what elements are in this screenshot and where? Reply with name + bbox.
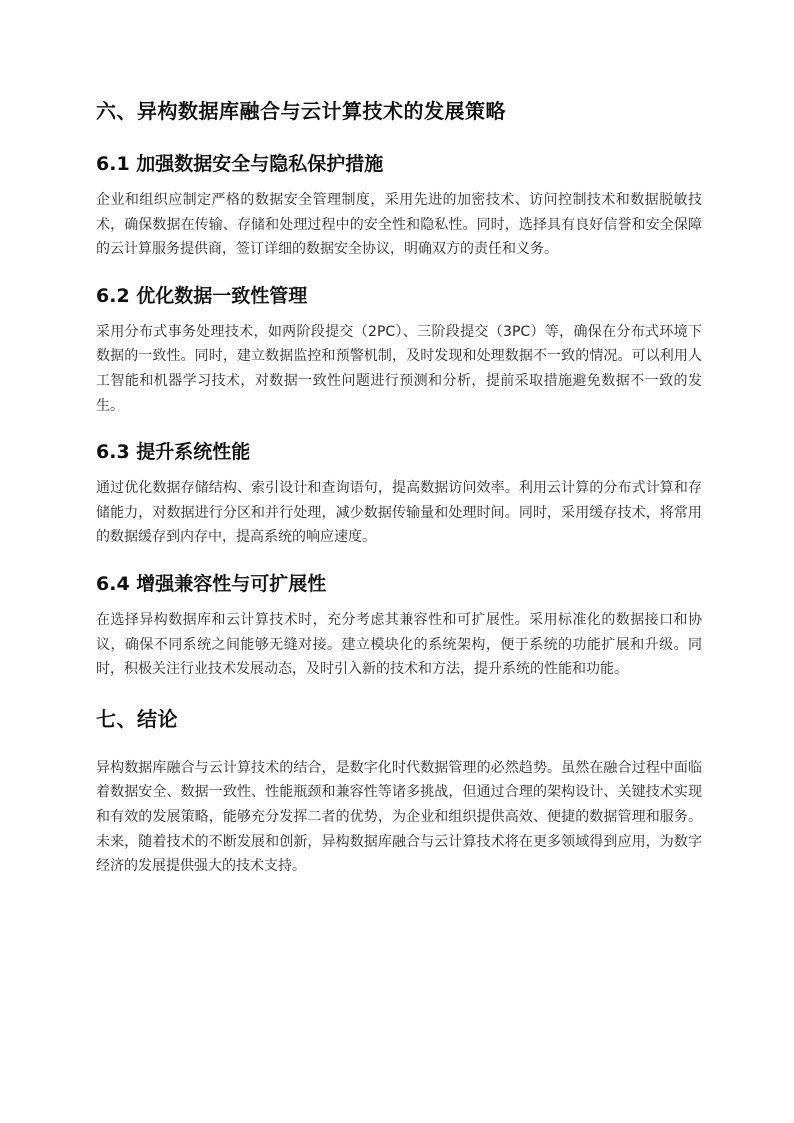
subsection-6-1 <box>96 148 702 262</box>
subsection-6-4 <box>96 568 702 682</box>
document-page <box>96 92 702 897</box>
subsection-6-2 <box>96 280 702 418</box>
subsection-heading: 6.1 加强数据安全与隐私保护措施 <box>96 153 384 175</box>
section-6-title: 六、异构数据库融合与云计算技术的发展策略 <box>96 99 506 123</box>
subsection-paragraph: 通过优化数据存储结构、索引设计和查询语句，提高数据访问效率。利用云计算的分布式计算和存储能力，对数据进行分区和并行处理，减少数据传输量和处理时间。同时，采用缓存技术，将常用的数据缓存到内存中，提高系统的响应速度。 <box>96 480 702 546</box>
subsection-heading: 6.4 增强兼容性与可扩展性 <box>96 572 327 595</box>
subsection-heading: 6.3 提升系统性能 <box>96 441 251 464</box>
subsection-heading: 6.2 优化数据一致性管理 <box>96 284 308 307</box>
subsection-paragraph: 在选择异构数据库和云计算技术时，充分考虑其兼容性和可扩展性。采用标准化的数据接口和协议，确保不同系统之间能够无缝对接。建立模块化的系统架构，便于系统的功能扩展和升级。同时，积极关注行业技术发展动态，及时引入新的技术和方法，提升系统的性能和功能。 <box>96 611 702 678</box>
subsection-paragraph: 采用分布式事务处理技术，如两阶段提交（2PC）、三阶段提交（3PC）等，确保在分布式环境下数据的一致性。同时，建立数据监控和预警机制，及时发现和处理数据不一致的情况。可以利用人工智能和机器学习技术，对数据一致性问题进行预测和分析，提前采取措施避免数据不一致的发生。 <box>96 323 702 414</box>
section-7-title: 七、结论 <box>96 706 178 731</box>
conclusion-paragraph: 异构数据库融合与云计算技术的结合，是数字化时代数据管理的必然趋势。虽然在融合过程中面临着数据安全、数据一致性、性能瓶颈和兼容性等诸多挑战，但通过合理的架构设计、关键技术实现和有效的发展策略，能够充分发挥二者的优势，为企业和组织提供高效、便捷的数据管理和服务。未来，随着技术的不断发展和创新，异构数据库融合与云计算技术将在更多领域得到应用，为数字经济的发展提供强大的技术支持。 <box>96 759 702 875</box>
subsection-paragraph: 企业和组织应制定严格的数据安全管理制度，采用先进的加密技术、访问控制技术和数据脱敏技术，确保数据在传输、存储和处理过程中的安全性和隐私性。同时，选择具有良好信誉和安全保障的云计算服务提供商，签订详细的数据安全协议，明确双方的责任和义务。 <box>96 192 702 258</box>
subsection-6-3 <box>96 436 702 550</box>
